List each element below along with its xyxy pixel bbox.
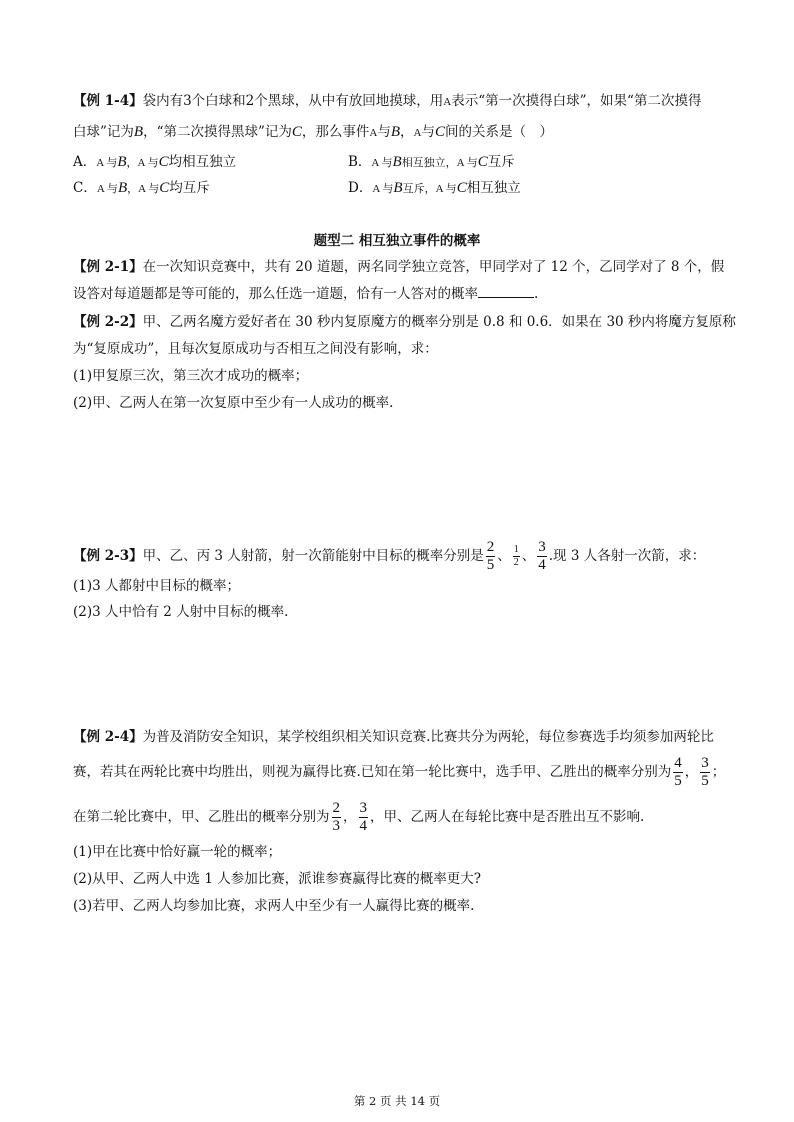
fraction-3-5: $\frac{3}{5}$ bbox=[701, 755, 709, 789]
ex21-text: 在一次知识竞赛中，共有 20 道题，两名同学独立竞答，甲同学对了 12 个，乙同学对了 8 个，假 bbox=[142, 259, 725, 275]
fraction-3-4: $\frac{3}{4}$ bbox=[538, 539, 546, 573]
event-c-symbol: C bbox=[159, 180, 170, 196]
ex24-question-1: (1)甲在比赛中恰好赢一轮的概率； bbox=[73, 844, 282, 860]
ex24-text: ，甲、乙两人在每轮比赛中是否胜出互不影响. bbox=[370, 809, 645, 825]
fraction-2-5: $\frac{2}{5}$ bbox=[486, 539, 495, 573]
option-c-text: 均互斥 bbox=[169, 180, 210, 196]
ex24-text: 在第二轮比赛中，甲、乙胜出的概率分别为 bbox=[73, 809, 330, 825]
ex14-text: ，那么事件 bbox=[301, 124, 370, 140]
event-b-symbol: B bbox=[117, 154, 127, 170]
ex23-tag: 【例 2-3】 bbox=[73, 548, 143, 564]
ex14-line2 bbox=[73, 122, 553, 143]
ex14-tag: 【例 1-4】 bbox=[73, 93, 143, 109]
event-b-symbol: B bbox=[390, 124, 401, 140]
event-a-symbol: A bbox=[369, 127, 378, 139]
ex23-line1: 【例 2-3】甲、乙、丙 3 人射箭，射一次箭能射中目标的概率分别是 $\frac{2}{5}$ 、 $\frac{1}{2}$ 、 $\frac{3}{4}$ .现 3 人各射一次箭，求： bbox=[73, 539, 706, 573]
ex24-text: 为普及消防安全知识，某学校组织相关知识竞赛.比赛共分为两轮，每位参赛选手均须参加两轮比 bbox=[142, 729, 714, 745]
option-d bbox=[348, 178, 521, 199]
option-a-text: ，A 与 bbox=[126, 157, 159, 169]
ex22-line2: 为“复原成功”，且每次复原成功与否相互之间没有影响，求： bbox=[73, 341, 438, 357]
option-a-label: A． bbox=[73, 154, 97, 170]
ex14-text: ，“第二次摸得黑球”记为 bbox=[143, 124, 292, 140]
ex14-text: 与 bbox=[377, 124, 391, 140]
ex14-text: 白球”记为 bbox=[73, 124, 134, 140]
option-d-text: 互斥，A 与 bbox=[402, 183, 457, 195]
event-b-symbol: B bbox=[393, 180, 403, 196]
ex22-tag: 【例 2-2】 bbox=[73, 314, 143, 330]
option-d-text: A 与 bbox=[372, 183, 394, 195]
ex14-text: 表示“第一次摸得白球”，如果“第二次摸得 bbox=[451, 93, 702, 109]
section-title: 题型二 相互独立事件的概率 bbox=[313, 233, 481, 249]
event-c-symbol: C bbox=[456, 180, 467, 196]
event-a-symbol: A bbox=[443, 96, 452, 108]
ex24-text: 赛，若其在两轮比赛中均胜出，则视为赢得比赛.已知在第一轮比赛中，选手甲、乙胜出的概率分别为 bbox=[73, 764, 672, 780]
ex22-text: 甲、乙两名魔方爱好者在 30 秒内复原魔方的概率分别是 0.8 和 0.6．如果在 30 秒内将魔方复原称 bbox=[142, 314, 736, 330]
ex22-question-1: (1)甲复原三次，第三次才成功的概率； bbox=[73, 368, 309, 384]
ex24-line2: 赛，若其在两轮比赛中均胜出，则视为赢得比赛.已知在第一轮比赛中，选手甲、乙胜出的概率分别为 $\frac{4}{5}$ ， $\frac{3}{5}$ ； bbox=[73, 755, 726, 789]
event-c-symbol: C bbox=[434, 124, 445, 140]
ex14-text: 袋内有3个白球和2个黑球，从中有放回地摸球，用 bbox=[142, 93, 444, 109]
fraction-2-3: $\frac{2}{3}$ bbox=[332, 800, 340, 834]
option-b-text: A 与 bbox=[371, 157, 393, 169]
ex24-question-3: (3)若甲、乙两人均参加比赛，求两人中至少有一人赢得比赛的概率. bbox=[73, 898, 475, 914]
event-b-symbol: B bbox=[117, 180, 128, 196]
option-c-text: A 与 bbox=[96, 183, 118, 195]
ex23-question-1: (1)3 人都射中目标的概率； bbox=[73, 578, 241, 594]
fraction-3-4: $\frac{3}{4}$ bbox=[359, 800, 367, 834]
ex24-line3: 在第二轮比赛中，甲、乙胜出的概率分别为 $\frac{2}{3}$ ， $\frac{3}{4}$ ，甲、乙两人在每轮比赛中是否胜出互不影响. bbox=[73, 800, 645, 834]
fraction-1-2: $\frac{1}{2}$ bbox=[513, 544, 519, 568]
event-c-symbol: C bbox=[477, 154, 488, 170]
ex21-text: 设答对每道题都是等可能的，那么任选一道题，恰有一人答对的概率 bbox=[73, 286, 478, 302]
option-a-text: 均相互独立 bbox=[168, 154, 237, 170]
fraction-4-5: $\frac{4}{5}$ bbox=[674, 755, 682, 789]
event-b-symbol: B bbox=[392, 154, 402, 170]
option-b-text: 互斥 bbox=[487, 154, 515, 170]
ex24-tag: 【例 2-4】 bbox=[73, 729, 143, 745]
event-c-symbol: C bbox=[291, 124, 302, 140]
ex14-line1 bbox=[73, 91, 701, 112]
option-a bbox=[73, 152, 236, 173]
ex14-text: ， bbox=[400, 124, 414, 140]
ex22-line1 bbox=[73, 312, 736, 332]
event-a-symbol: A bbox=[413, 127, 422, 139]
ex24-question-2: (2)从甲、乙两人中选 1 人参加比赛，派谁参赛赢得比赛的概率更大? bbox=[73, 871, 482, 887]
option-c-label: C． bbox=[73, 180, 97, 196]
option-c-text: ，A 与 bbox=[127, 183, 160, 195]
ex21-line2 bbox=[73, 284, 538, 304]
option-b bbox=[348, 152, 515, 173]
ex23-question-2: (2)3 人中恰有 2 人射中目标的概率. bbox=[73, 604, 289, 620]
ex24-line1 bbox=[73, 727, 714, 747]
event-c-symbol: C bbox=[158, 154, 169, 170]
ex14-text: 与 bbox=[421, 124, 435, 140]
ex23-text: 甲、乙、丙 3 人射箭，射一次箭能射中目标的概率分别是 bbox=[142, 548, 484, 564]
ex22-question-2: (2)甲、乙两人在第一次复原中至少有一人成功的概率. bbox=[73, 395, 394, 411]
ex21-line1 bbox=[73, 257, 724, 277]
ex14-text: 间的关系是（ ） bbox=[445, 124, 553, 140]
option-d-text: 相互独立 bbox=[466, 180, 521, 196]
option-b-text: 相互独立，A 与 bbox=[401, 157, 478, 169]
option-b-label: B． bbox=[348, 154, 372, 170]
ex21-text: . bbox=[534, 286, 539, 302]
ex21-tag: 【例 2-1】 bbox=[73, 259, 143, 275]
ex23-text: .现 3 人各射一次箭，求： bbox=[548, 548, 706, 564]
option-d-label: D． bbox=[348, 180, 373, 196]
option-c bbox=[73, 178, 210, 199]
event-b-symbol: B bbox=[133, 124, 144, 140]
answer-blank[interactable] bbox=[478, 285, 534, 298]
option-a-text: A 与 bbox=[96, 157, 118, 169]
page-number: 第 2 页 共 14 页 bbox=[353, 1094, 441, 1108]
